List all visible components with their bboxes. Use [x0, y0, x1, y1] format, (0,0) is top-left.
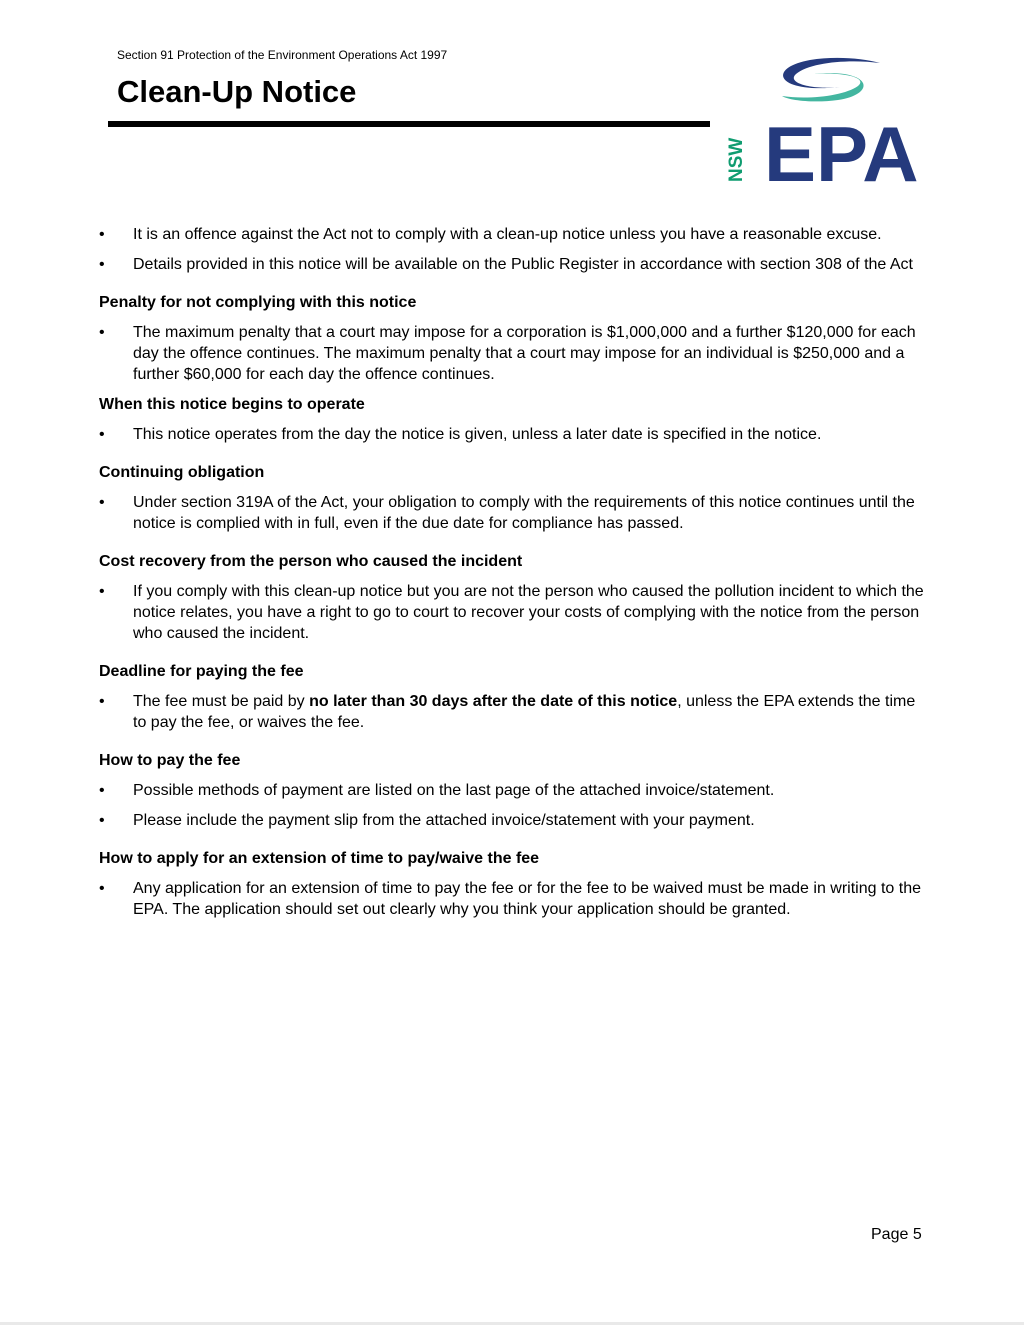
logo-epa-text: EPA [764, 110, 919, 190]
list-item: • The maximum penalty that a court may impose for a corporation is $1,000,000 and a further $120,000 for each day the offence continues. The maximum penalty that a court may impose for an individual is $250,000 and a further $60,000 for each day the offence continues. [99, 322, 929, 385]
deadline-text-start: The fee must be paid by [133, 693, 310, 710]
deadline-list [99, 691, 929, 733]
continuing-list [99, 492, 929, 534]
penalty-list [99, 322, 929, 385]
page-number: Page 5 [871, 1226, 922, 1243]
list-item: • Please include the payment slip from the attached invoice/statement with your payment. [99, 810, 929, 831]
deadline-heading: Deadline for paying the fee [99, 663, 304, 680]
notice-content [99, 224, 929, 929]
extension-list [99, 878, 929, 920]
list-item: • This notice operates from the day the notice is given, unless a later date is specified in the notice. [99, 424, 929, 445]
list-item: • Possible methods of payment are listed on the last page of the attached invoice/statement. [99, 780, 929, 801]
epa-swirl-icon [782, 58, 880, 102]
act-reference: Section 91 Protection of the Environment Operations Act 1997 [117, 48, 448, 62]
header-divider [108, 121, 710, 127]
cost-recovery-list [99, 581, 929, 644]
extension-heading: How to apply for an extension of time to pay/waive the fee [99, 850, 540, 867]
continuing-heading: Continuing obligation [99, 464, 265, 481]
list-item: • It is an offence against the Act not to comply with a clean-up notice unless you have a reasonable excuse. [99, 224, 929, 245]
nsw-epa-logo [722, 50, 932, 190]
how-to-pay-heading: How to pay the fee [99, 752, 241, 769]
page-title: Clean-Up Notice [117, 74, 357, 109]
intro-list [99, 224, 929, 275]
deadline-text-end: , unless the EPA extends the time to pay the fee, or waives the fee. [133, 693, 916, 731]
cost-recovery-heading: Cost recovery from the person who caused the incident [99, 553, 523, 570]
list-item: • Under section 319A of the Act, your obligation to comply with the requirements of this notice continues until the notice is complied with in full, even if the due date for compliance has passed. [99, 492, 929, 534]
begins-list [99, 424, 929, 445]
list-item: • Any application for an extension of time to pay the fee or for the fee to be waived must be made in writing to the EPA. The application should set out clearly why you think your application should be granted. [99, 878, 929, 920]
logo-nsw-text: NSW [726, 137, 747, 182]
list-item [99, 691, 929, 733]
list-item: • Details provided in this notice will be available on the Public Register in accordance with section 308 of the Act [99, 254, 929, 275]
how-to-pay-list [99, 780, 929, 831]
list-item: • If you comply with this clean-up notice but you are not the person who caused the pollution incident to which the notice relates, you have a right to go to court to recover your costs of complying with the notice from the person who caused the incident. [99, 581, 929, 644]
penalty-heading: Penalty for not complying with this notice [99, 294, 417, 311]
begins-heading: When this notice begins to operate [99, 396, 365, 413]
deadline-emphasis: no later than 30 days after the date of this notice [309, 693, 678, 710]
